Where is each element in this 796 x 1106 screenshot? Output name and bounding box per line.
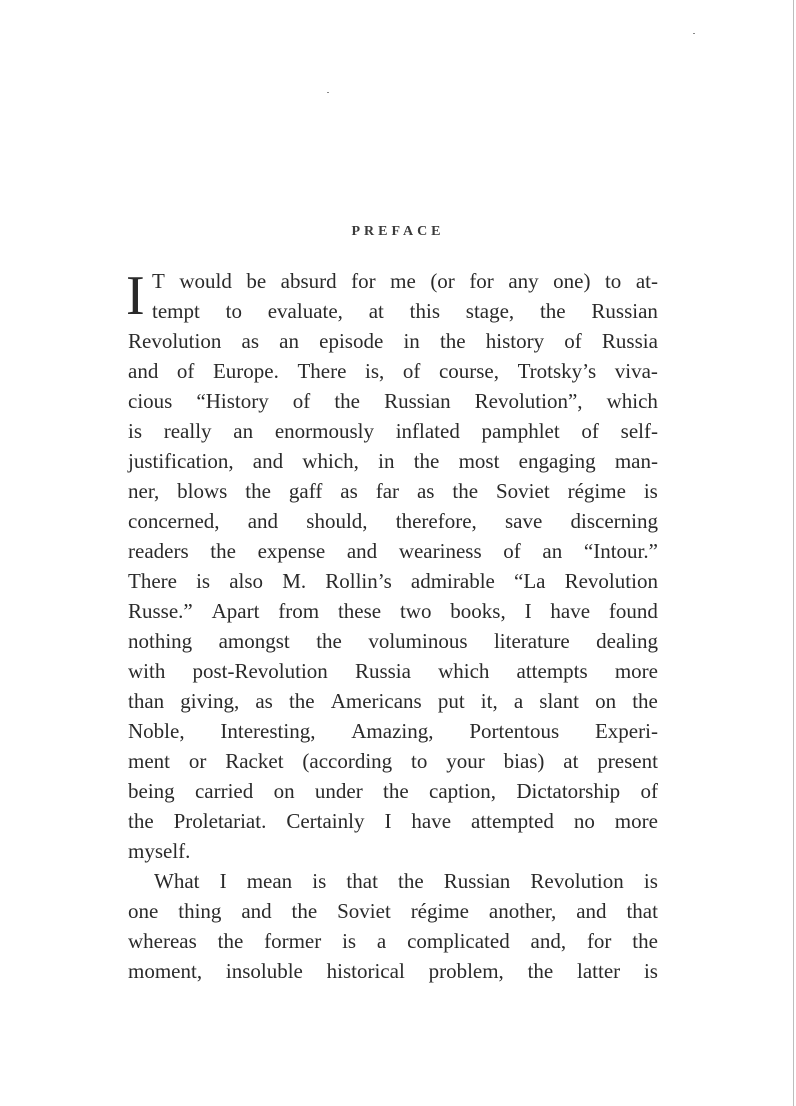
word: problem, [428, 959, 504, 983]
word: “La [514, 569, 546, 593]
page-edge-line [793, 0, 794, 1106]
word: an [279, 329, 299, 353]
word: an [542, 539, 563, 563]
word: is [312, 869, 327, 893]
word: former [264, 929, 322, 953]
text-line [128, 326, 658, 356]
word: another, [488, 899, 557, 923]
word: of [581, 419, 599, 443]
word: on [595, 689, 617, 713]
word: which [606, 389, 658, 413]
word: the [128, 809, 154, 833]
word: (according [302, 749, 393, 773]
word: the [383, 779, 409, 803]
word: to [225, 299, 242, 323]
word: M. [282, 569, 307, 593]
word: inflated [395, 419, 460, 443]
word: Revolution [564, 569, 658, 593]
word: save [504, 509, 543, 533]
drop-cap: I [126, 265, 145, 327]
word: of [292, 389, 311, 413]
word: have [411, 809, 452, 833]
word: as [340, 479, 358, 503]
word: Experi- [594, 719, 658, 743]
word: from [278, 599, 320, 623]
word: Racket [225, 749, 284, 773]
word: caption, [429, 779, 497, 803]
word: the [398, 869, 424, 893]
word: Portentous [469, 719, 560, 743]
word: and [128, 359, 159, 383]
word: or [188, 749, 207, 773]
word: Russian [443, 869, 511, 893]
word: is, [365, 359, 385, 383]
word: books, [450, 599, 506, 623]
text-line [128, 626, 658, 656]
word: bias) [503, 749, 545, 773]
text-line [128, 476, 658, 506]
word: it, [480, 689, 498, 713]
text-line [128, 506, 658, 536]
word: justification, [128, 449, 234, 473]
word: I [219, 869, 227, 893]
word: “History [196, 389, 269, 413]
word: readers [128, 539, 189, 563]
paper-speck [693, 33, 695, 34]
word: is [128, 419, 143, 443]
word: more [614, 809, 658, 833]
word: of [564, 329, 582, 353]
word: Europe. [212, 359, 279, 383]
word: stage, [465, 299, 515, 323]
word: which, [302, 449, 359, 473]
word: episode [319, 329, 384, 353]
word: Revolution”, [474, 389, 583, 413]
word: one [128, 899, 159, 923]
word: more [614, 659, 658, 683]
word: these [337, 599, 382, 623]
word: T [152, 269, 165, 293]
word: as [255, 689, 273, 713]
word: to [411, 749, 428, 773]
word: man- [614, 449, 658, 473]
text-line [128, 296, 658, 326]
word: Proletariat. [173, 809, 267, 833]
word: as [416, 479, 435, 503]
word: of [640, 779, 658, 803]
word: attempted [471, 809, 554, 833]
text-line-content: myself. [128, 839, 191, 863]
word: weariness [398, 539, 482, 563]
word: being [128, 779, 175, 803]
word: post-Revolution [192, 659, 328, 683]
word: the [539, 299, 566, 323]
word: to [604, 269, 622, 293]
word: and, [530, 929, 567, 953]
word: the [288, 689, 315, 713]
word: pamphlet [481, 419, 560, 443]
word: the [291, 899, 318, 923]
word: for [586, 929, 612, 953]
text-lines [128, 266, 658, 986]
word: of [503, 539, 521, 563]
word: one) [553, 269, 591, 293]
word: would [179, 269, 232, 293]
word: the [316, 629, 342, 653]
word: the [527, 959, 554, 983]
word: is [643, 959, 658, 983]
word: latter [577, 959, 621, 983]
word: historical [326, 959, 405, 983]
word: Russe.” [128, 599, 193, 623]
word: two [399, 599, 432, 623]
text-line [128, 896, 658, 926]
word: cious [128, 389, 173, 413]
word: most [458, 449, 500, 473]
text-line [128, 446, 658, 476]
word: is [342, 929, 357, 953]
word: an [233, 419, 254, 443]
word: is [643, 869, 658, 893]
word: be [246, 269, 267, 293]
word: viva- [614, 359, 658, 383]
word: literature [493, 629, 570, 653]
text-line [128, 656, 658, 686]
word: me [390, 269, 416, 293]
word: and [241, 899, 272, 923]
word: dealing [596, 629, 658, 653]
word: concerned, [128, 509, 220, 533]
word: Rollin’s [325, 569, 392, 593]
word: the [334, 389, 360, 413]
page-heading: PREFACE [351, 224, 445, 239]
word: ment [128, 749, 170, 773]
word: that [346, 869, 378, 893]
word: the [632, 929, 658, 953]
word: of [402, 359, 421, 383]
word: What [154, 869, 200, 893]
word: tempt [152, 299, 200, 323]
word: at- [635, 269, 658, 293]
word: slant [539, 689, 579, 713]
word: on [273, 779, 295, 803]
word: absurd [280, 269, 337, 293]
text-line [128, 416, 658, 446]
word: present [597, 749, 658, 773]
word: mean [246, 869, 293, 893]
word: is [643, 479, 658, 503]
word: the [210, 539, 236, 563]
word: history [485, 329, 545, 353]
word: Soviet [495, 479, 550, 503]
word: no [573, 809, 595, 833]
word: the [452, 479, 479, 503]
word: also [229, 569, 264, 593]
word: moment, [128, 959, 203, 983]
text-line [128, 596, 658, 626]
word: Dictatorship [516, 779, 621, 803]
word: Soviet [337, 899, 391, 923]
text-line [128, 866, 658, 896]
word: (or [430, 269, 455, 293]
word: “Intour.” [583, 539, 658, 563]
word: blows [177, 479, 228, 503]
word: I [524, 599, 532, 623]
word: Revolution [128, 329, 222, 353]
text-line [128, 776, 658, 806]
word: I [384, 809, 392, 833]
word: the [245, 479, 271, 503]
word: which [438, 659, 490, 683]
word: insoluble [225, 959, 303, 983]
text-line [128, 266, 658, 296]
word: carried [194, 779, 254, 803]
word: the [413, 449, 440, 473]
text-line [128, 536, 658, 566]
word: with [128, 659, 166, 683]
word: Russian [591, 299, 658, 323]
word: under [314, 779, 363, 803]
word: amongst [218, 629, 290, 653]
word: discerning [570, 509, 658, 533]
word: far [375, 479, 400, 503]
word: of [176, 359, 195, 383]
text-line [128, 926, 658, 956]
word: course, [438, 359, 499, 383]
word: admirable [410, 569, 495, 593]
word: than [128, 689, 165, 713]
word: in [403, 329, 420, 353]
word: that [626, 899, 658, 923]
word: and [247, 509, 279, 533]
word: found [608, 599, 658, 623]
word: any [508, 269, 539, 293]
word: a [376, 929, 387, 953]
word: Amazing, [351, 719, 434, 743]
word: ner, [128, 479, 160, 503]
word: Revolution [530, 869, 624, 893]
paper-speck [327, 92, 329, 93]
word: the [217, 929, 244, 953]
word: giving, [180, 689, 240, 713]
word: evaluate, [267, 299, 343, 323]
word: at [563, 749, 579, 773]
word: Russian [384, 389, 451, 413]
word: this [409, 299, 440, 323]
word: voluminous [368, 629, 468, 653]
word: Russia [354, 659, 411, 683]
word: régime [410, 899, 469, 923]
word: and [346, 539, 378, 563]
word: expense [257, 539, 326, 563]
text-line [128, 566, 658, 596]
word: and [576, 899, 607, 923]
word: attempts [516, 659, 588, 683]
text-line [128, 836, 658, 866]
text-line [128, 716, 658, 746]
word: gaff [288, 479, 323, 503]
word: a [513, 689, 524, 713]
word: whereas [128, 929, 197, 953]
text-line [128, 806, 658, 836]
word: Noble, [128, 719, 185, 743]
word: There [297, 359, 347, 383]
word: have [550, 599, 591, 623]
word: Americans [330, 689, 422, 713]
word: really [163, 419, 212, 443]
text-line [128, 356, 658, 386]
word: thing [178, 899, 222, 923]
word: engaging [518, 449, 596, 473]
word: at [368, 299, 384, 323]
word: should, [306, 509, 368, 533]
word: is [196, 569, 211, 593]
text-line [128, 686, 658, 716]
word: therefore, [395, 509, 477, 533]
word: for [351, 269, 376, 293]
word: Trotsky’s [517, 359, 597, 383]
word: Certainly [286, 809, 365, 833]
word: enormously [274, 419, 374, 443]
word: put [437, 689, 465, 713]
text-line [128, 386, 658, 416]
word: the [439, 329, 466, 353]
word: nothing [128, 629, 193, 653]
text-line [128, 956, 658, 986]
word: in [378, 449, 395, 473]
body-text [128, 266, 658, 986]
word: régime [567, 479, 626, 503]
word: the [632, 689, 658, 713]
word: There [128, 569, 177, 593]
word: Apart [211, 599, 260, 623]
word: and [252, 449, 284, 473]
word: your [446, 749, 485, 773]
word: self- [620, 419, 658, 443]
word: for [469, 269, 494, 293]
word: complicated [407, 929, 510, 953]
word: Russia [601, 329, 658, 353]
word: Interesting, [220, 719, 316, 743]
text-line [128, 746, 658, 776]
word: as [241, 329, 259, 353]
